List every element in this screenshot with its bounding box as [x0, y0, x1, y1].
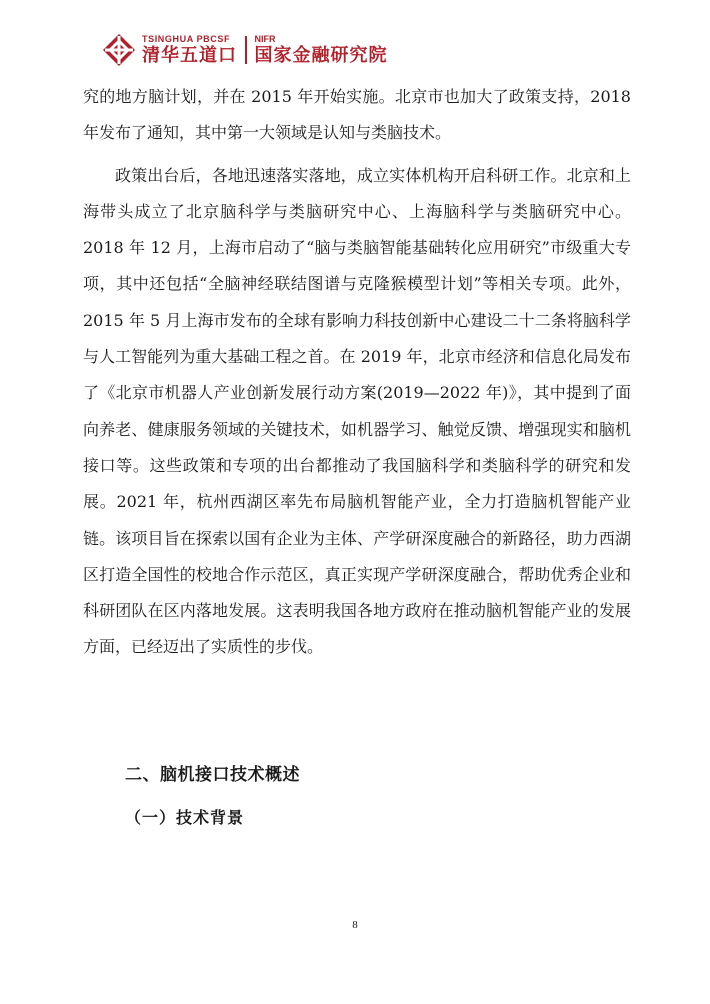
paragraph-1: 究的地方脑计划，并在 2015 年开始实施。北京市也加大了政策支持，2018 年发布了通知，其中第一大领域是认知与类脑技术。	[83, 87, 631, 143]
page-header	[102, 30, 388, 70]
nifr-chinese: 国家金融研究院	[254, 44, 388, 66]
page-number: 8	[352, 919, 358, 931]
pbcsf-logo-icon	[102, 33, 136, 67]
section-heading: 二、脑机接口技术概述	[125, 765, 300, 785]
nifr-block	[255, 34, 388, 67]
paragraph-2: 政策出台后，各地迅速落实落地，成立实体机构开启科研工作。北京和上海带头成立了北京脑科学与类脑研究中心、上海脑科学与类脑研究中心。2018 年 12 月，上海市启动了“脑与类脑智能基础转化应用研究”市级重大专项，其中还包括“全脑神经联结图谱与克隆猴模型计划”等相关专项。此外，2015 年 5 月上海市发布的全球有影响力科技创新中心建设二十二条将脑科学与人工智能列为重大基础工程之首。在 2019 年，北京市经济和信息化局发布了《北京市机器人产业创新发展行动方案(2019—2022 年)》，其中提到了面向养老、健康服务领域的关键技术，如机器学习、触觉反馈、增强现实和脑机接口等。这些政策和专项的出台都推动了我国脑科学和类脑科学的研究和发展。2021 年，杭州西湖区率先布局脑机智能产业，全力打造脑机智能产业链。该项目旨在探索以国有企业为主体、产学研深度融合的新路径，助力西湖区打造全国性的校地合作示范区，真正实现产学研深度融合，帮助优秀企业和科研团队在区内落地发展。这表明我国各地方政府在推动脑机智能产业的发展方面，已经迈出了实质性的步伐。	[83, 165, 631, 657]
body-text	[83, 79, 631, 666]
subsection-heading: （一）技术背景	[125, 808, 245, 827]
brand-english: TSINGHUA PBCSF	[142, 33, 231, 44]
header-divider	[245, 36, 247, 64]
brand-chinese: 清华五道口	[142, 44, 237, 66]
brand-block	[142, 34, 237, 67]
nifr-english: NIFR	[254, 33, 276, 44]
